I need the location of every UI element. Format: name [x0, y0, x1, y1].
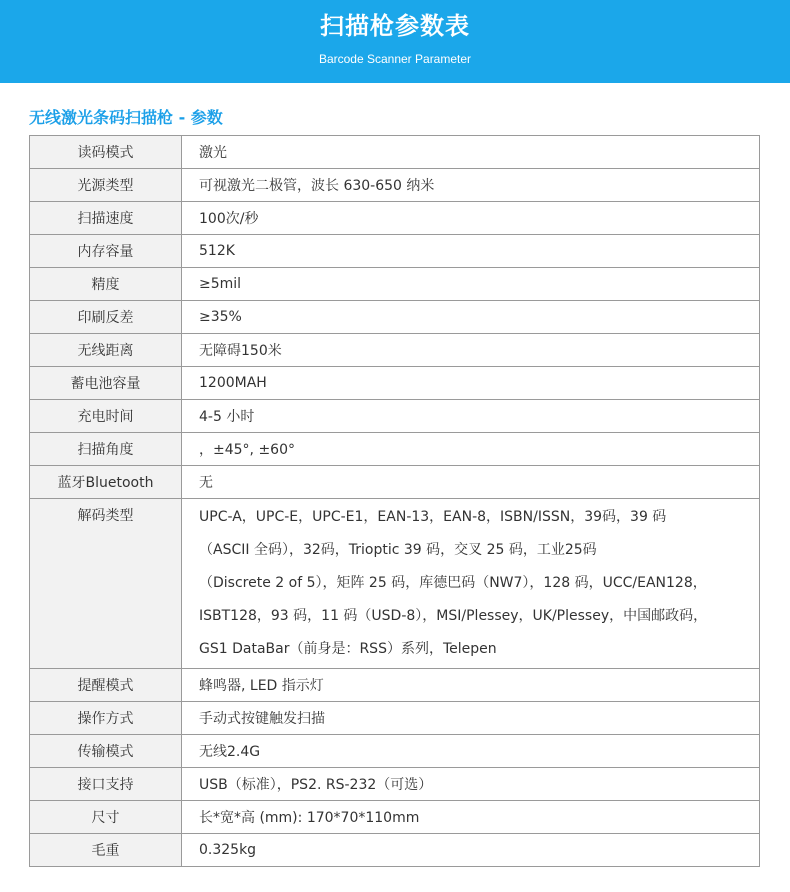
row-value: 激光 [182, 136, 760, 169]
row-label: 扫描角度 [30, 433, 182, 466]
row-label: 接口支持 [30, 768, 182, 801]
value-line: UPC-A，UPC-E，UPC-E1，EAN-13，EAN-8，ISBN/ISSN，39码，39 码 [199, 509, 667, 525]
row-label: 毛重 [30, 834, 182, 867]
row-value: 无 [182, 466, 760, 499]
row-label: 蓝牙Bluetooth [30, 466, 182, 499]
value-line: ISBT128，93 码，11 码（USD-8），MSI/Plessey，UK/Plessey，中国邮政码， [199, 608, 708, 624]
row-value: USB（标准），PS2. RS-232（可选） [182, 768, 760, 801]
value-line: GS1 DataBar（前身是：RSS）系列，Telepen [199, 641, 497, 657]
table-row [30, 235, 760, 268]
table-row [30, 268, 760, 301]
row-value: 蜂鸣器, LED 指示灯 [182, 669, 760, 702]
row-value: ≥35% [182, 301, 760, 334]
table-row [30, 400, 760, 433]
table-row [30, 202, 760, 235]
spec-table [29, 135, 760, 867]
page-title: 扫描枪参数表 [320, 12, 470, 40]
row-label: 无线距离 [30, 334, 182, 367]
row-label: 尺寸 [30, 801, 182, 834]
page-subtitle: Barcode Scanner Parameter [318, 52, 472, 66]
row-label: 印刷反差 [30, 301, 182, 334]
row-label: 蓄电池容量 [30, 367, 182, 400]
row-label: 光源类型 [30, 169, 182, 202]
table-row [30, 801, 760, 834]
table-row [30, 433, 760, 466]
row-value: 无障碍150米 [182, 334, 760, 367]
row-value: 长*宽*高 (mm): 170*70*110mm [182, 801, 760, 834]
table-row [30, 367, 760, 400]
row-value: 手动式按键触发扫描 [182, 702, 760, 735]
table-row [30, 768, 760, 801]
section-title: 无线激光条码扫描枪 - 参数 [29, 108, 223, 127]
row-value: 512K [182, 235, 760, 268]
row-value: 4-5 小时 [182, 400, 760, 433]
row-label: 扫描速度 [30, 202, 182, 235]
row-label: 充电时间 [30, 400, 182, 433]
table-row [30, 334, 760, 367]
value-line: （Discrete 2 of 5），矩阵 25 码，库德巴码（NW7），128 码，UCC/EAN128， [199, 575, 707, 591]
row-value: ≥5mil [182, 268, 760, 301]
table-row [30, 301, 760, 334]
row-label: 读码模式 [30, 136, 182, 169]
row-label: 提醒模式 [30, 669, 182, 702]
table-row [30, 702, 760, 735]
table-row [30, 499, 760, 669]
row-value: 1200MAH [182, 367, 760, 400]
row-value-multiline [182, 499, 760, 669]
table-row [30, 735, 760, 768]
header-banner [0, 0, 790, 83]
table-row [30, 169, 760, 202]
table-row [30, 834, 760, 867]
value-line: （ASCII 全码），32码，Trioptic 39 码，交叉 25 码，工业25码 [199, 542, 597, 558]
row-label: 传输模式 [30, 735, 182, 768]
row-value: 100次/秒 [182, 202, 760, 235]
table-row [30, 466, 760, 499]
table-row [30, 669, 760, 702]
row-label: 操作方式 [30, 702, 182, 735]
row-value: 0.325kg [182, 834, 760, 867]
row-label: 精度 [30, 268, 182, 301]
row-label: 内存容量 [30, 235, 182, 268]
table-row [30, 136, 760, 169]
row-label: 解码类型 [30, 499, 182, 669]
row-value: 可视激光二极管，波长 630-650 纳米 [182, 169, 760, 202]
row-value: 无线2.4G [182, 735, 760, 768]
row-value: ，±45°, ±60° [182, 433, 760, 466]
